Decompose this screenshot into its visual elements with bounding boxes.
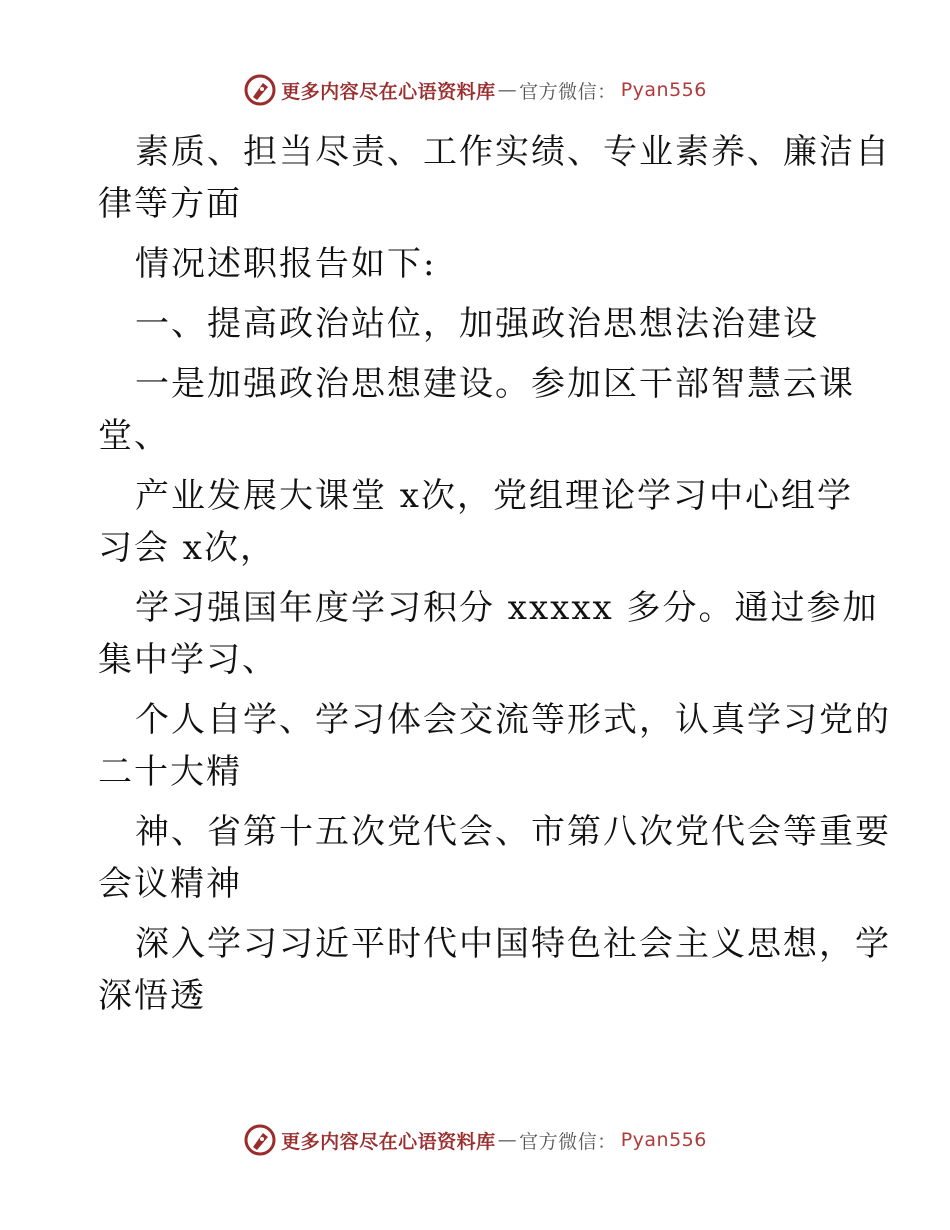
document-body <box>98 120 891 1024</box>
text-line: 个人自学、学习体会交流等形式，认真学习党的 <box>135 700 891 740</box>
text-line: 学习强国年度学习积分 xxxxx 多分。通过参加 <box>135 588 879 628</box>
footer-banner <box>0 1120 950 1160</box>
text-line: 集中学习、 <box>98 640 278 680</box>
banner-separator: — <box>497 1129 518 1151</box>
text-line: 会议精神 <box>98 864 242 904</box>
pen-nib-logo-icon <box>243 1123 277 1157</box>
header-banner <box>0 70 950 110</box>
section-heading: 一、提高政治站位，加强政治思想法治建设 <box>135 304 819 344</box>
text-line: 二十大精 <box>98 752 242 792</box>
banner-separator: — <box>497 79 518 101</box>
banner-wechat-id: Pyan556 <box>620 79 707 101</box>
text-line: 素质、担当尽责、工作实绩、专业素养、廉洁自 <box>135 132 891 172</box>
text-line: 深入学习习近平时代中国特色社会主义思想，学 <box>135 924 891 964</box>
banner-wechat-id: Pyan556 <box>620 1129 707 1151</box>
banner-brand: 更多内容尽在心语资料库 <box>281 80 496 103</box>
text-line: 情况述职报告如下: <box>135 244 437 284</box>
text-line: 律等方面 <box>98 184 242 224</box>
text-line: 一是加强政治思想建设。参加区干部智慧云课 <box>135 364 855 404</box>
text-line: 堂、 <box>98 416 170 456</box>
text-line: 产业发展大课堂 x次，党组理论学习中心组学 <box>135 476 853 516</box>
pen-nib-logo-icon <box>243 73 277 107</box>
banner-contact-label: 官方微信： <box>519 1130 617 1153</box>
text-line: 习会 x次， <box>98 528 276 568</box>
banner-contact-label: 官方微信： <box>519 80 617 103</box>
banner-brand: 更多内容尽在心语资料库 <box>281 1130 496 1153</box>
text-line: 深悟透 <box>98 976 206 1016</box>
text-line: 神、省第十五次党代会、市第八次党代会等重要 <box>135 812 891 852</box>
